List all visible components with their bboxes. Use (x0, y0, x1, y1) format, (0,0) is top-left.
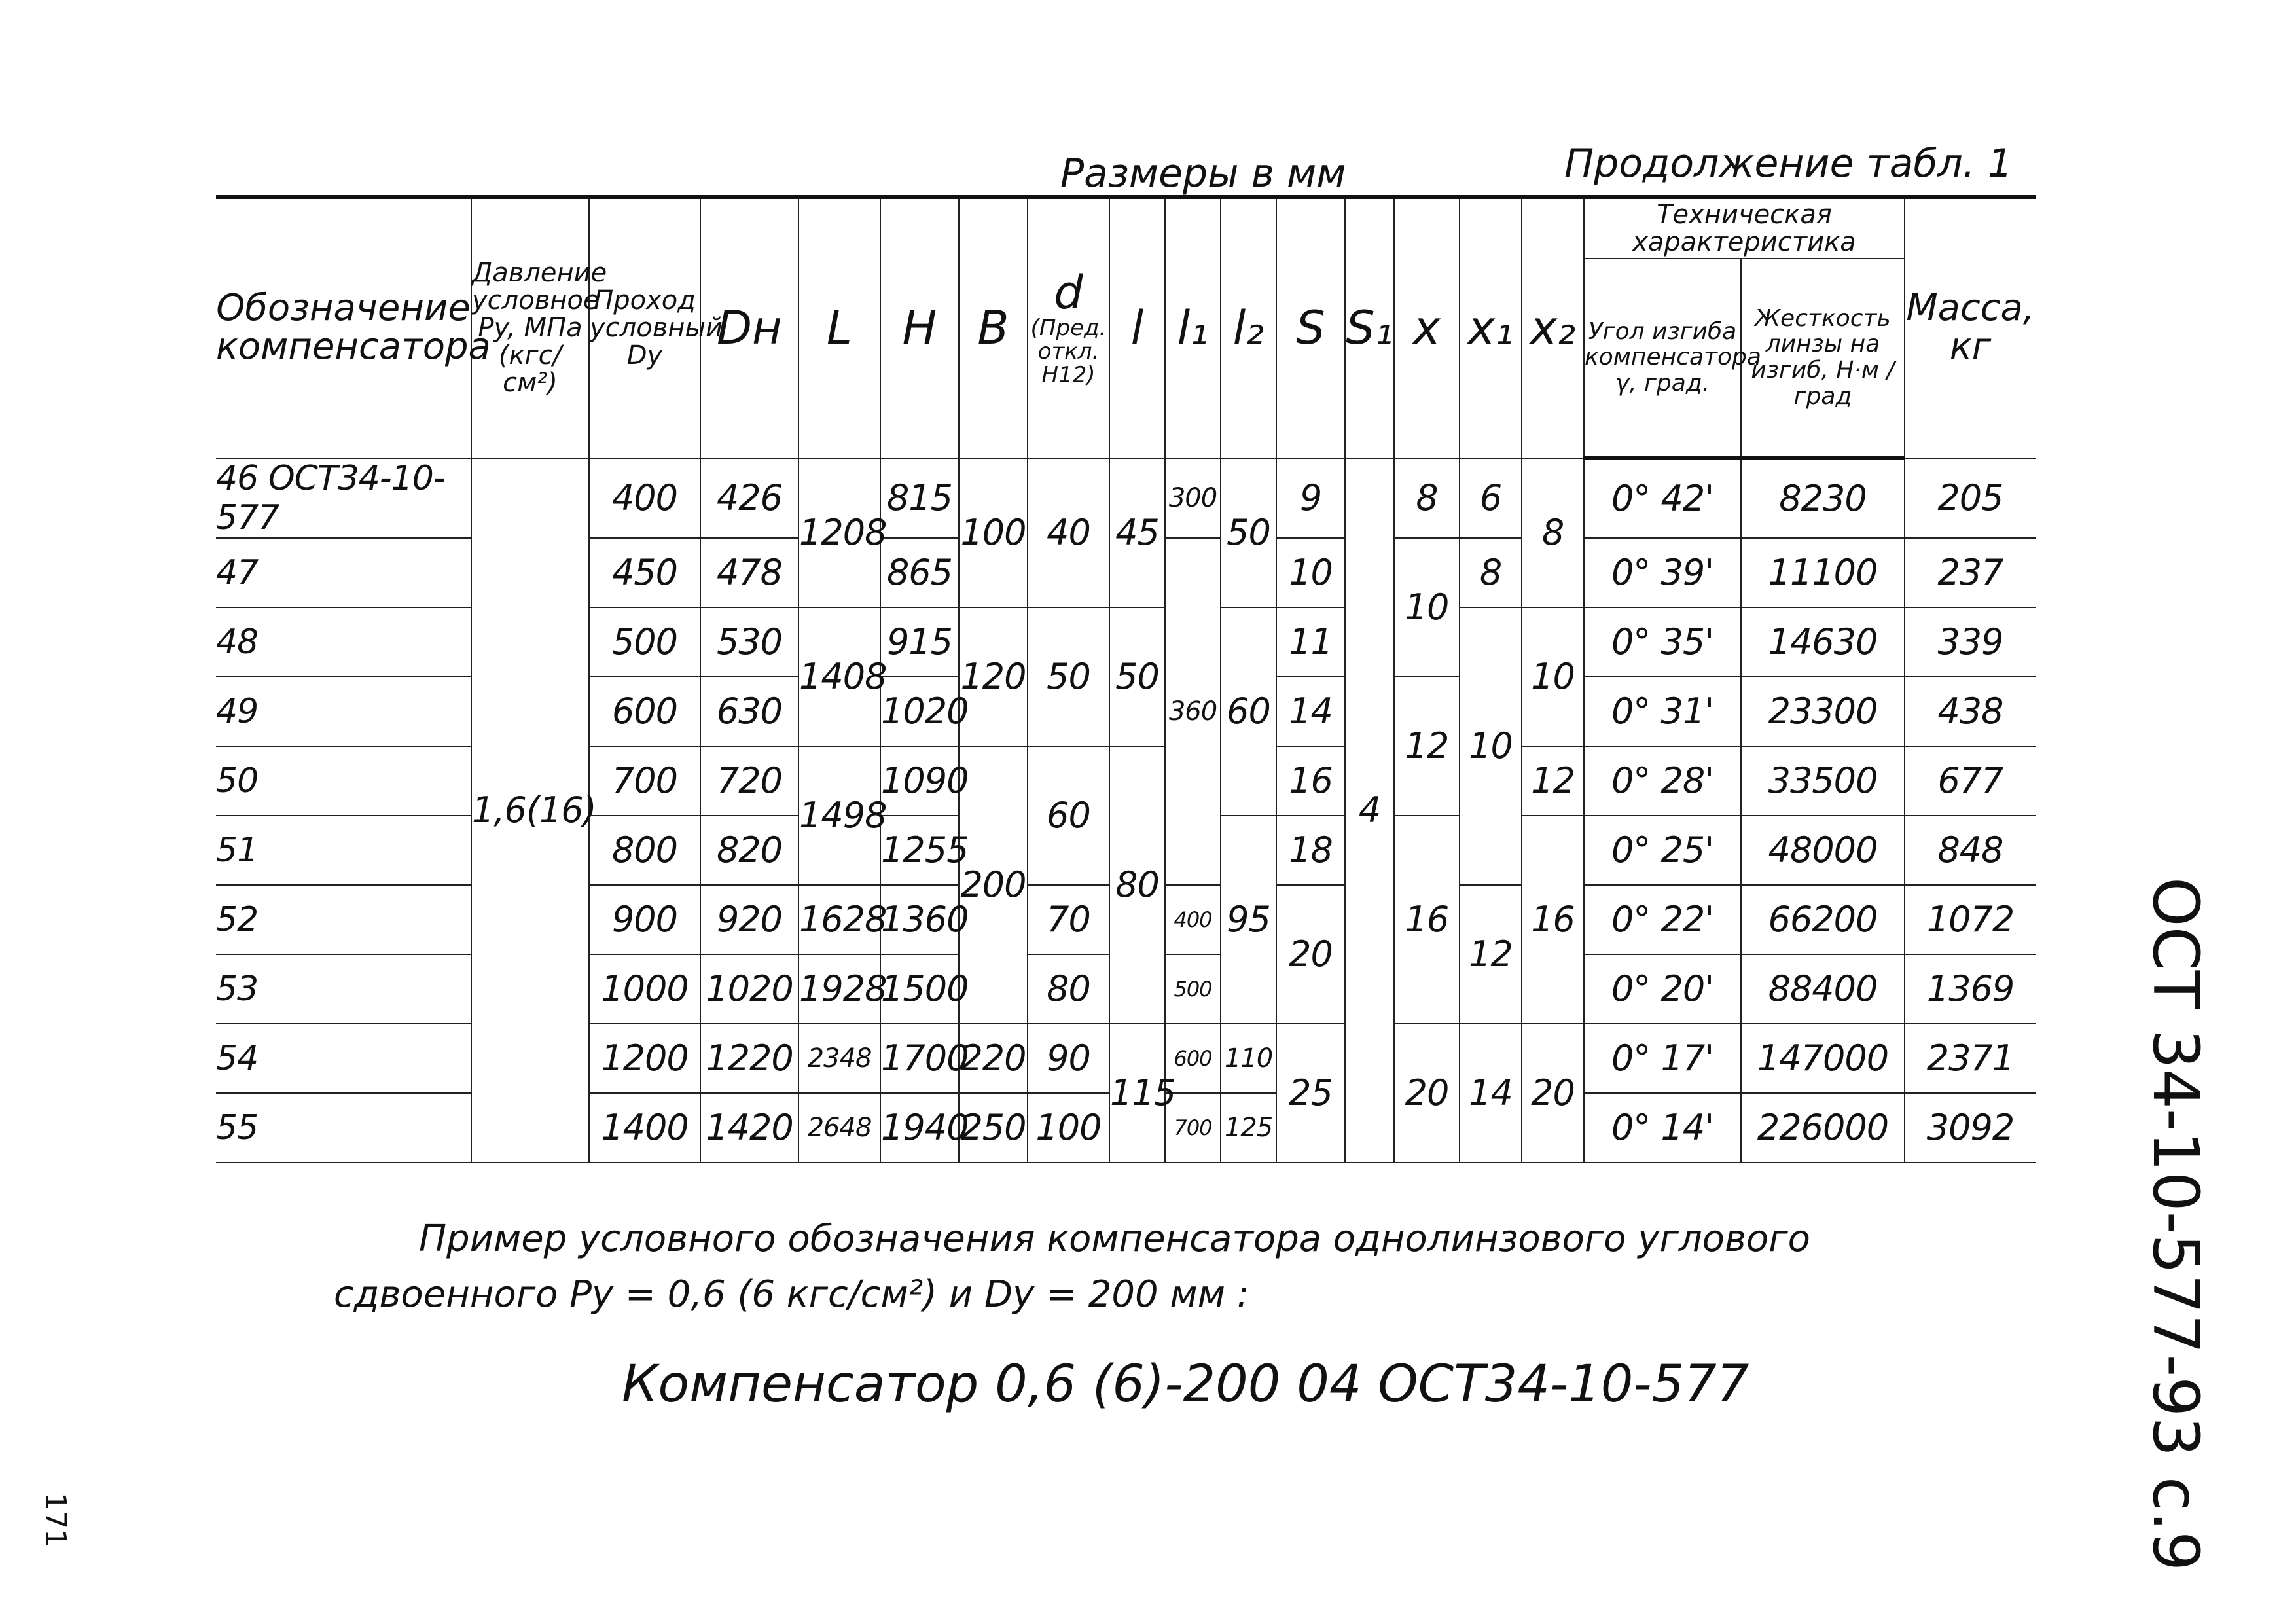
cell-L: 2348 (798, 1024, 880, 1093)
col-b: B (959, 197, 1028, 458)
cell-l2: 60 (1221, 607, 1276, 816)
cell-l1: 600 (1165, 1024, 1221, 1093)
cell-angle: 0° 20' (1584, 954, 1741, 1024)
cell-x2: 12 (1522, 746, 1584, 816)
cell-S1: 4 (1345, 458, 1394, 1163)
col-l2: l₂ (1221, 197, 1276, 458)
cell-B: 250 (959, 1093, 1028, 1163)
cell-designation: 49 (216, 677, 471, 746)
cell-S: 16 (1276, 746, 1345, 816)
cell-mass: 2371 (1905, 1024, 2036, 1093)
cell-angle: 0° 35' (1584, 607, 1741, 677)
cell-H: 1940 (880, 1093, 959, 1163)
cell-S: 14 (1276, 677, 1345, 746)
cell-l1: 360 (1165, 538, 1221, 885)
cell-L: 1628 (798, 885, 880, 954)
cell-d: 80 (1028, 954, 1109, 1024)
cell-mass: 3092 (1905, 1093, 2036, 1163)
col-passage: Проход условный Dy (589, 197, 700, 458)
col-s: S (1276, 197, 1345, 458)
col-l1: l₁ (1165, 197, 1221, 458)
example-code: Компенсатор 0,6 (6)-200 04 ОСТ34-10-577 (622, 1355, 1749, 1414)
col-x: x (1394, 197, 1460, 458)
cell-H: 1020 (880, 677, 959, 746)
cell-dy: 900 (589, 885, 700, 954)
cell-H: 1500 (880, 954, 959, 1024)
cell-B: 200 (959, 746, 1028, 1024)
cell-l2: 125 (1221, 1093, 1276, 1163)
cell-x2: 10 (1522, 607, 1584, 746)
cell-x2: 16 (1522, 816, 1584, 1024)
cell-L: 1208 (798, 458, 880, 607)
cell-mass: 205 (1905, 458, 2036, 538)
cell-dn: 920 (700, 885, 798, 954)
cell-stiffness: 226000 (1741, 1093, 1905, 1163)
cell-L: 1408 (798, 607, 880, 746)
compensator-table (216, 195, 2036, 1163)
cell-l2: 50 (1221, 458, 1276, 607)
cell-l2: 110 (1221, 1024, 1276, 1093)
cell-S: 20 (1276, 885, 1345, 1024)
cell-mass: 339 (1905, 607, 2036, 677)
cell-mass: 438 (1905, 677, 2036, 746)
cell-mass: 1369 (1905, 954, 2036, 1024)
cell-dn: 1020 (700, 954, 798, 1024)
cell-x: 8 (1394, 458, 1460, 538)
cell-d: 100 (1028, 1093, 1109, 1163)
cell-x2: 20 (1522, 1024, 1584, 1163)
cell-mass: 677 (1905, 746, 2036, 816)
cell-l1: 700 (1165, 1093, 1221, 1163)
cell-mass: 237 (1905, 538, 2036, 607)
col-l: l (1109, 197, 1165, 458)
cell-d: 40 (1028, 458, 1109, 607)
cell-dy: 700 (589, 746, 700, 816)
cell-dy: 400 (589, 458, 700, 538)
cell-S: 25 (1276, 1024, 1345, 1163)
cell-l: 45 (1109, 458, 1165, 607)
col-mass: Масса, кг (1905, 197, 2036, 458)
continuation-note: Продолжение табл. 1 (1564, 141, 2013, 187)
col-angle: Угол изгиба компенсатора γ, град. (1584, 259, 1741, 458)
cell-dy: 800 (589, 816, 700, 885)
cell-dy: 1000 (589, 954, 700, 1024)
cell-stiffness: 8230 (1741, 458, 1905, 538)
cell-angle: 0° 31' (1584, 677, 1741, 746)
cell-dn: 1220 (700, 1024, 798, 1093)
cell-dy: 1400 (589, 1093, 700, 1163)
cell-stiffness: 147000 (1741, 1024, 1905, 1093)
cell-dy: 500 (589, 607, 700, 677)
col-h: H (880, 197, 959, 458)
cell-B: 100 (959, 458, 1028, 607)
cell-S: 11 (1276, 607, 1345, 677)
cell-designation: 52 (216, 885, 471, 954)
col-d-note: (Пред. откл. H12) (1030, 315, 1107, 388)
cell-l1: 500 (1165, 954, 1221, 1024)
cell-x: 12 (1394, 677, 1460, 816)
cell-L: 1498 (798, 746, 880, 885)
standard-stamp: ОСТ 34-10-577-93 с.9 (2139, 877, 2212, 1572)
col-s1: S₁ (1345, 197, 1394, 458)
cell-S: 9 (1276, 458, 1345, 538)
cell-stiffness: 33500 (1741, 746, 1905, 816)
cell-designation: 55 (216, 1093, 471, 1163)
cell-angle: 0° 28' (1584, 746, 1741, 816)
cell-angle: 0° 39' (1584, 538, 1741, 607)
cell-stiffness: 14630 (1741, 607, 1905, 677)
cell-H: 1090 (880, 746, 959, 816)
cell-stiffness: 11100 (1741, 538, 1905, 607)
cell-angle: 0° 17' (1584, 1024, 1741, 1093)
cell-x2: 8 (1522, 458, 1584, 607)
example-line-2: сдвоенного Py = 0,6 (6 кгс/см²) и Dy = 200 мм : (334, 1273, 1249, 1316)
cell-mass: 1072 (1905, 885, 2036, 954)
cell-stiffness: 66200 (1741, 885, 1905, 954)
cell-l2: 95 (1221, 816, 1276, 1024)
cell-dy: 600 (589, 677, 700, 746)
cell-H: 915 (880, 607, 959, 677)
cell-H: 815 (880, 458, 959, 538)
cell-dn: 720 (700, 746, 798, 816)
cell-d: 60 (1028, 746, 1109, 885)
col-pressure: Давление условное Py, МПа (кгс/см²) (471, 197, 589, 458)
cell-x1: 6 (1460, 458, 1522, 538)
col-dn: Dн (700, 197, 798, 458)
cell-designation: 51 (216, 816, 471, 885)
cell-stiffness: 23300 (1741, 677, 1905, 746)
cell-B: 220 (959, 1024, 1028, 1093)
cell-H: 865 (880, 538, 959, 607)
cell-designation: 47 (216, 538, 471, 607)
cell-x: 10 (1394, 538, 1460, 677)
cell-designation: 50 (216, 746, 471, 816)
cell-d: 50 (1028, 607, 1109, 746)
cell-H: 1255 (880, 816, 959, 885)
cell-B: 120 (959, 607, 1028, 746)
col-d (1028, 197, 1109, 458)
cell-x1: 10 (1460, 607, 1522, 885)
cell-H: 1360 (880, 885, 959, 954)
cell-x: 16 (1394, 816, 1460, 1024)
cell-d: 90 (1028, 1024, 1109, 1093)
cell-dy: 1200 (589, 1024, 700, 1093)
cell-dn: 630 (700, 677, 798, 746)
example-line-1: Пример условного обозначения компенсатора однолинзового углового (419, 1218, 1810, 1260)
table-row (216, 458, 2036, 538)
cell-l1: 400 (1165, 885, 1221, 954)
cell-angle: 0° 25' (1584, 816, 1741, 885)
cell-dn: 820 (700, 816, 798, 885)
cell-S: 10 (1276, 538, 1345, 607)
cell-dn: 426 (700, 458, 798, 538)
page-mark: 171 (39, 1492, 72, 1547)
cell-designation: 46 ОСТ34-10-577 (216, 458, 471, 538)
col-tech: Техническая характеристика (1584, 197, 1905, 259)
cell-designation: 54 (216, 1024, 471, 1093)
cell-d: 70 (1028, 885, 1109, 954)
dimensions-note: Размеры в мм (1060, 151, 1346, 196)
cell-L: 1928 (798, 954, 880, 1024)
cell-x1: 14 (1460, 1024, 1522, 1163)
cell-x1: 8 (1460, 538, 1522, 607)
col-x2: x₂ (1522, 197, 1584, 458)
cell-designation: 53 (216, 954, 471, 1024)
cell-angle: 0° 22' (1584, 885, 1741, 954)
cell-H: 1700 (880, 1024, 959, 1093)
cell-S: 18 (1276, 816, 1345, 885)
cell-stiffness: 88400 (1741, 954, 1905, 1024)
cell-dy: 450 (589, 538, 700, 607)
cell-x: 20 (1394, 1024, 1460, 1163)
col-x1: x₁ (1460, 197, 1522, 458)
cell-l: 80 (1109, 746, 1165, 1024)
cell-x1: 12 (1460, 885, 1522, 1024)
cell-angle: 0° 42' (1584, 458, 1741, 538)
col-stiffness: Жесткость линзы на изгиб, Н·м / град (1741, 259, 1905, 458)
cell-l: 115 (1109, 1024, 1165, 1163)
cell-l1: 300 (1165, 458, 1221, 538)
cell-angle: 0° 14' (1584, 1093, 1741, 1163)
col-d-symbol: d (1054, 265, 1083, 319)
cell-L: 2648 (798, 1093, 880, 1163)
col-designation: Обозначение компенсатора (216, 197, 471, 458)
cell-pressure: 1,6(16) (471, 458, 589, 1163)
cell-l: 50 (1109, 607, 1165, 746)
cell-dn: 530 (700, 607, 798, 677)
cell-mass: 848 (1905, 816, 2036, 885)
cell-designation: 48 (216, 607, 471, 677)
cell-stiffness: 48000 (1741, 816, 1905, 885)
cell-dn: 1420 (700, 1093, 798, 1163)
cell-dn: 478 (700, 538, 798, 607)
col-l-length: L (798, 197, 880, 458)
